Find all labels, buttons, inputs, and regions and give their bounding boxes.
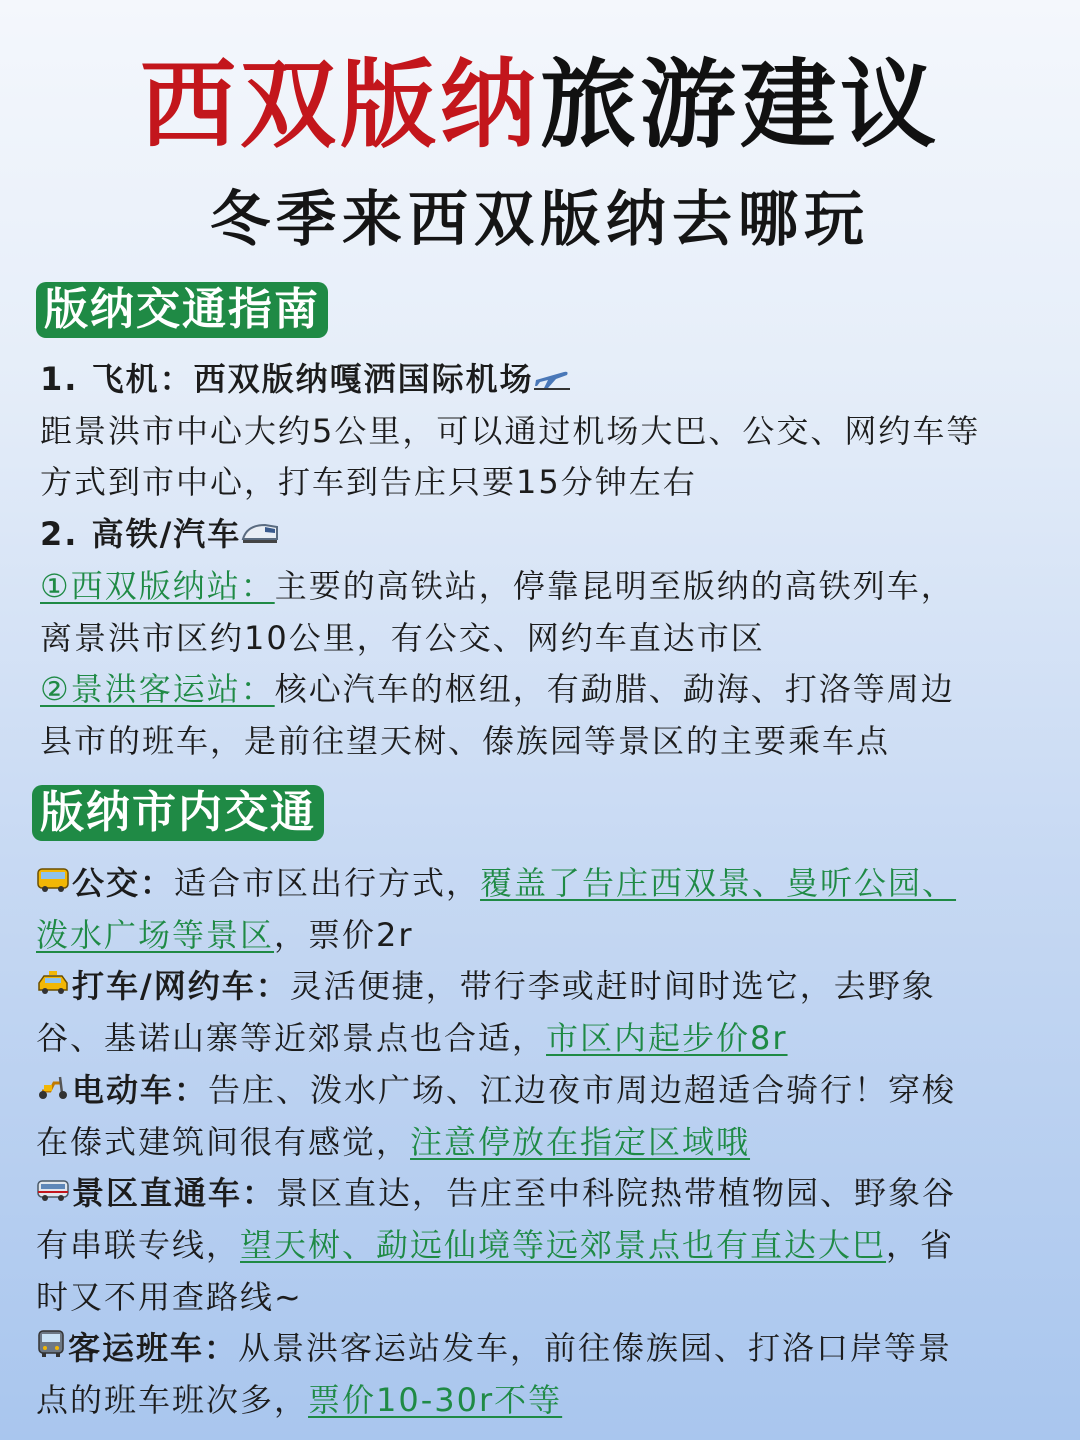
bus-title: 公交：: [72, 864, 175, 902]
station-1-text: 主要的高铁站，停靠昆明至版纳的高铁列车，: [274, 566, 955, 605]
taxi-title: 打车/网约车：: [72, 967, 290, 1006]
plane-line-2: 方式到市中心，打车到告庄只要15分钟左右: [40, 463, 697, 502]
station-2-line-2: 县市的班车，是前往望天树、傣族园等景区的主要乘车点: [40, 721, 891, 760]
plane-heading-text: 1. 飞机：西双版纳嘎洒国际机场: [40, 360, 534, 398]
rail-heading-text: 2. 高铁/汽车: [40, 515, 242, 554]
ebike-link[interactable]: 注意停放在指定区域哦: [410, 1122, 751, 1161]
taxi-link[interactable]: 市区内起步价8r: [546, 1019, 788, 1058]
station-2-text: 核心汽车的枢纽，有勐腊、勐海、打洛等周边: [274, 670, 955, 709]
city-transport-content: [36, 858, 1046, 1427]
ebike-line-2: [36, 1117, 1046, 1169]
coach-icon: [36, 1323, 66, 1375]
plane-heading: [40, 354, 1050, 406]
page-subtitle: 冬季来西双版纳去哪玩: [210, 185, 870, 255]
coach-title: 客运班车：: [68, 1329, 239, 1368]
taxi-line-2: [36, 1013, 1046, 1065]
shuttle-link[interactable]: 望天树、勐远仙境等远郊景点也有直达大巴: [240, 1225, 887, 1264]
scooter-icon: [36, 1065, 70, 1117]
train-icon: [241, 509, 279, 561]
station-1-link[interactable]: ①西双版纳站：: [40, 566, 275, 605]
shuttle-tail: ，省: [886, 1225, 955, 1264]
bus-line-2: [36, 910, 1046, 962]
coach-link[interactable]: 票价10-30r不等: [308, 1381, 563, 1420]
bus-link-2[interactable]: 泼水广场等景区: [36, 915, 275, 954]
station-2-line: [40, 664, 1050, 716]
ebike-text-2: 在傣式建筑间很有感觉，: [36, 1122, 411, 1161]
shuttle-text-2: 有串联专线，: [36, 1225, 241, 1264]
coach-text: 从景洪客运站发车，前往傣族园、打洛口岸等景: [238, 1329, 953, 1368]
shuttle-line-3: 时又不用查路线~: [36, 1277, 303, 1316]
taxi-text: 灵活便捷，带行李或赶时间时选它，去野象: [289, 967, 936, 1006]
shuttle-line: [36, 1168, 1046, 1220]
taxi-line: [36, 961, 1046, 1013]
station-1-line: [40, 561, 1050, 613]
section-label-city-transport: 版纳市内交通: [32, 785, 324, 841]
ebike-title: 电动车：: [72, 1070, 209, 1109]
bus-icon: [36, 858, 70, 910]
coach-line-2: [36, 1375, 1046, 1427]
title-red: 西双版纳: [140, 48, 540, 161]
station-2-link[interactable]: ②景洪客运站：: [40, 670, 275, 709]
coach-text-2: 点的班车班次多，: [36, 1381, 309, 1420]
bus-text: 适合市区出行方式，: [174, 864, 481, 902]
shuttle-title: 景区直通车：: [72, 1174, 277, 1213]
section-label-transport-guide: 版纳交通指南: [36, 282, 328, 338]
transport-guide-content: [40, 354, 1050, 768]
bus-link-1[interactable]: 覆盖了告庄西双景、曼听公园、: [480, 864, 957, 902]
ebike-line: [36, 1065, 1046, 1117]
plane-line-1: 距景洪市中心大约5公里，可以通过机场大巴、公交、网约车等: [40, 411, 981, 450]
coach-line: [36, 1323, 1046, 1375]
page-title: [0, 40, 1080, 170]
taxi-icon: [36, 961, 70, 1013]
title-black: 旅游建议: [540, 48, 940, 161]
bus-line: [36, 858, 1046, 910]
bus-tail: ，票价2r: [274, 915, 414, 954]
rail-heading: [40, 509, 1050, 561]
shuttle-bus-icon: [36, 1168, 70, 1220]
airplane-icon: [534, 354, 570, 406]
shuttle-line-2: [36, 1220, 1046, 1272]
shuttle-text: 景区直达，告庄至中科院热带植物园、野象谷: [276, 1174, 957, 1213]
ebike-text: 告庄、泼水广场、江边夜市周边超适合骑行！穿梭: [208, 1070, 957, 1109]
taxi-text-2: 谷、基诺山寨等近郊景点也合适，: [36, 1019, 547, 1058]
station-1-line-2: 离景洪市区约10公里，有公交、网约车直达市区: [40, 618, 765, 657]
